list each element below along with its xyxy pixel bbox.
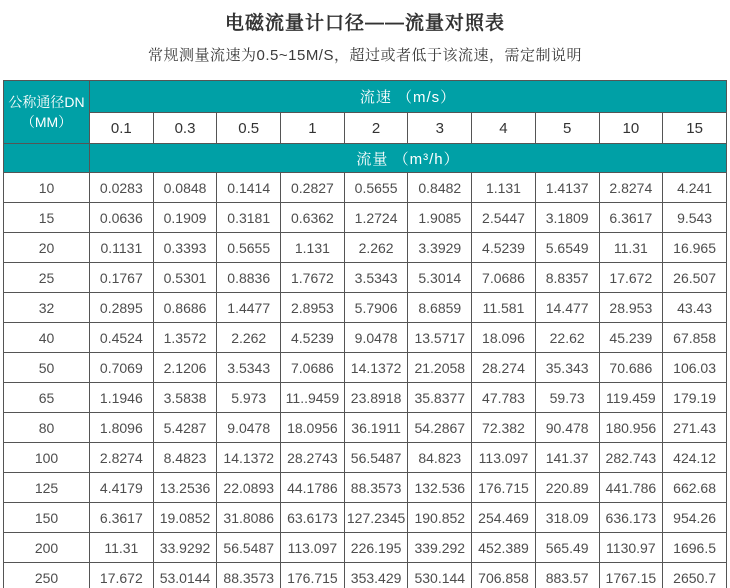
flow-value-cell: 141.37 [535, 443, 599, 473]
flow-value-cell: 0.3393 [153, 233, 217, 263]
flow-value-cell: 9.543 [663, 203, 727, 233]
table-row [4, 383, 727, 413]
velocity-header-cell: 0.3 [153, 113, 217, 144]
dn-cell: 150 [4, 503, 90, 533]
flow-value-cell: 565.49 [535, 533, 599, 563]
flow-value-cell: 4.4179 [90, 473, 154, 503]
dn-cell: 125 [4, 473, 90, 503]
flow-value-cell: 72.382 [472, 413, 536, 443]
flow-value-cell: 21.2058 [408, 353, 472, 383]
flow-value-cell: 0.4524 [90, 323, 154, 353]
flow-value-cell: 17.672 [599, 263, 663, 293]
table-row [4, 563, 727, 588]
flow-value-cell: 179.19 [663, 383, 727, 413]
flow-value-cell: 1.8096 [90, 413, 154, 443]
flow-value-cell: 254.469 [472, 503, 536, 533]
velocity-header-cell: 0.1 [90, 113, 154, 144]
flow-value-cell: 2.262 [344, 233, 408, 263]
flow-value-cell: 14.1372 [217, 443, 281, 473]
flow-value-cell: 8.8357 [535, 263, 599, 293]
flow-value-cell: 180.956 [599, 413, 663, 443]
flow-value-cell: 45.239 [599, 323, 663, 353]
flow-value-cell: 1.7672 [281, 263, 345, 293]
flow-value-cell: 9.0478 [344, 323, 408, 353]
flow-value-cell: 28.953 [599, 293, 663, 323]
flow-value-cell: 0.0283 [90, 173, 154, 203]
flow-value-cell: 318.09 [535, 503, 599, 533]
velocity-header-cell: 2 [344, 113, 408, 144]
table-row [4, 413, 727, 443]
flow-value-cell: 36.1911 [344, 413, 408, 443]
flow-value-cell: 7.0686 [281, 353, 345, 383]
table-row [4, 473, 727, 503]
flow-value-cell: 14.1372 [344, 353, 408, 383]
flow-value-cell: 90.478 [535, 413, 599, 443]
flow-value-cell: 19.0852 [153, 503, 217, 533]
flow-value-cell: 2.5447 [472, 203, 536, 233]
flow-value-cell: 1.3572 [153, 323, 217, 353]
velocity-header-cell: 5 [535, 113, 599, 144]
flow-value-cell: 43.43 [663, 293, 727, 323]
dn-cell: 200 [4, 533, 90, 563]
table-row [4, 293, 727, 323]
corner-header-line1: 公称通径DN [8, 93, 85, 110]
table-row [4, 503, 727, 533]
flow-value-cell: 1.4137 [535, 173, 599, 203]
flow-value-cell: 113.097 [472, 443, 536, 473]
flow-value-cell: 26.507 [663, 263, 727, 293]
flow-value-cell: 1.1946 [90, 383, 154, 413]
table-row [4, 173, 727, 203]
dn-cell: 50 [4, 353, 90, 383]
flow-value-cell: 11.581 [472, 293, 536, 323]
speed-group-header: 流速 （m/s） [90, 81, 727, 113]
flow-value-cell: 220.89 [535, 473, 599, 503]
flow-value-cell: 339.292 [408, 533, 472, 563]
flow-value-cell: 22.0893 [217, 473, 281, 503]
flow-value-cell: 119.459 [599, 383, 663, 413]
flow-value-cell: 452.389 [472, 533, 536, 563]
flow-label-row [4, 144, 727, 173]
flow-value-cell: 11.31 [599, 233, 663, 263]
velocity-values-row [4, 113, 727, 144]
flow-value-cell: 11..9459 [281, 383, 345, 413]
flow-value-cell: 28.274 [472, 353, 536, 383]
flow-value-cell: 883.57 [535, 563, 599, 588]
flow-value-cell: 0.1414 [217, 173, 281, 203]
flow-value-cell: 2.8274 [599, 173, 663, 203]
flow-value-cell: 5.6549 [535, 233, 599, 263]
flow-value-cell: 6.3617 [90, 503, 154, 533]
flow-value-cell: 0.2827 [281, 173, 345, 203]
flow-value-cell: 1767.15 [599, 563, 663, 588]
table-row [4, 323, 727, 353]
flow-value-cell: 0.5655 [344, 173, 408, 203]
flow-value-cell: 84.823 [408, 443, 472, 473]
flow-value-cell: 4.241 [663, 173, 727, 203]
flow-value-cell: 35.8377 [408, 383, 472, 413]
flow-value-cell: 106.03 [663, 353, 727, 383]
flow-value-cell: 176.715 [281, 563, 345, 588]
corner-header-dn [4, 81, 90, 144]
dn-cell: 80 [4, 413, 90, 443]
flow-value-cell: 7.0686 [472, 263, 536, 293]
dn-cell: 20 [4, 233, 90, 263]
flow-value-cell: 2.262 [217, 323, 281, 353]
flow-value-cell: 190.852 [408, 503, 472, 533]
flow-value-cell: 2.1206 [153, 353, 217, 383]
flow-value-cell: 282.743 [599, 443, 663, 473]
flow-value-cell: 0.0636 [90, 203, 154, 233]
table-row [4, 263, 727, 293]
page-title: 电磁流量计口径——流量对照表 [224, 13, 505, 34]
flow-value-cell: 3.5343 [217, 353, 281, 383]
flow-value-cell: 14.477 [535, 293, 599, 323]
flow-value-cell: 44.1786 [281, 473, 345, 503]
flow-value-cell: 4.5239 [472, 233, 536, 263]
dn-cell: 15 [4, 203, 90, 233]
flow-value-cell: 2.8274 [90, 443, 154, 473]
table-row [4, 203, 727, 233]
flow-value-cell: 13.2536 [153, 473, 217, 503]
flow-value-cell: 9.0478 [217, 413, 281, 443]
flow-value-cell: 2.8953 [281, 293, 345, 323]
flow-value-cell: 636.173 [599, 503, 663, 533]
flow-value-cell: 662.68 [663, 473, 727, 503]
flow-value-cell: 35.343 [535, 353, 599, 383]
flow-value-cell: 0.5301 [153, 263, 217, 293]
flow-value-cell: 54.2867 [408, 413, 472, 443]
page-subtitle: 常规测量流速为0.5~15M/S，超过或者低于该流速，需定制说明 [148, 47, 582, 64]
velocity-header-cell: 10 [599, 113, 663, 144]
flow-value-cell: 31.8086 [217, 503, 281, 533]
table-row [4, 233, 727, 263]
flow-value-cell: 53.0144 [153, 563, 217, 588]
flow-value-cell: 1.131 [281, 233, 345, 263]
velocity-header-cell: 0.5 [217, 113, 281, 144]
flow-value-cell: 706.858 [472, 563, 536, 588]
dn-cell: 40 [4, 323, 90, 353]
dn-cell: 25 [4, 263, 90, 293]
flow-value-cell: 127.2345 [344, 503, 408, 533]
flow-group-header: 流量 （m³/h） [90, 144, 727, 173]
velocity-header-cell: 4 [472, 113, 536, 144]
flow-value-cell: 226.195 [344, 533, 408, 563]
flow-value-cell: 0.8482 [408, 173, 472, 203]
dn-cell: 10 [4, 173, 90, 203]
flow-value-cell: 56.5487 [344, 443, 408, 473]
flow-comparison-table [3, 80, 727, 588]
flow-value-cell: 530.144 [408, 563, 472, 588]
header-row-speed [4, 81, 727, 113]
flow-value-cell: 113.097 [281, 533, 345, 563]
flow-value-cell: 88.3573 [344, 473, 408, 503]
flow-value-cell: 18.096 [472, 323, 536, 353]
flow-value-cell: 3.3929 [408, 233, 472, 263]
flow-value-cell: 5.3014 [408, 263, 472, 293]
flow-value-cell: 5.7906 [344, 293, 408, 323]
flow-value-cell: 13.5717 [408, 323, 472, 353]
flow-value-cell: 0.1767 [90, 263, 154, 293]
flow-value-cell: 2650.7 [663, 563, 727, 588]
flow-value-cell: 8.6859 [408, 293, 472, 323]
flow-value-cell: 441.786 [599, 473, 663, 503]
flow-value-cell: 4.5239 [281, 323, 345, 353]
flow-value-cell: 70.686 [599, 353, 663, 383]
flow-value-cell: 3.1809 [535, 203, 599, 233]
table-row [4, 533, 727, 563]
corner-header-line2: （MM） [20, 114, 73, 130]
flow-value-cell: 424.12 [663, 443, 727, 473]
flow-value-cell: 353.429 [344, 563, 408, 588]
table-row [4, 353, 727, 383]
flow-value-cell: 3.5343 [344, 263, 408, 293]
flow-value-cell: 0.5655 [217, 233, 281, 263]
velocity-header-cell: 1 [281, 113, 345, 144]
flow-value-cell: 1.4477 [217, 293, 281, 323]
flow-value-cell: 0.0848 [153, 173, 217, 203]
flow-value-cell: 1.131 [472, 173, 536, 203]
flow-value-cell: 8.4823 [153, 443, 217, 473]
flow-value-cell: 0.7069 [90, 353, 154, 383]
table-row [4, 443, 727, 473]
flow-value-cell: 0.1131 [90, 233, 154, 263]
flow-value-cell: 16.965 [663, 233, 727, 263]
flow-value-cell: 3.5838 [153, 383, 217, 413]
flow-value-cell: 0.6362 [281, 203, 345, 233]
flow-value-cell: 176.715 [472, 473, 536, 503]
flow-value-cell: 18.0956 [281, 413, 345, 443]
dn-cell: 250 [4, 563, 90, 588]
flow-value-cell: 5.973 [217, 383, 281, 413]
dn-cell: 100 [4, 443, 90, 473]
flow-value-cell: 5.4287 [153, 413, 217, 443]
corner-spacer-cell [4, 144, 90, 173]
flow-value-cell: 6.3617 [599, 203, 663, 233]
flow-value-cell: 954.26 [663, 503, 727, 533]
flow-value-cell: 1.9085 [408, 203, 472, 233]
flow-value-cell: 88.3573 [217, 563, 281, 588]
flow-value-cell: 63.6173 [281, 503, 345, 533]
flow-value-cell: 56.5487 [217, 533, 281, 563]
flow-value-cell: 0.3181 [217, 203, 281, 233]
flow-value-cell: 1.2724 [344, 203, 408, 233]
flow-value-cell: 132.536 [408, 473, 472, 503]
flow-value-cell: 0.1909 [153, 203, 217, 233]
flow-value-cell: 33.9292 [153, 533, 217, 563]
table-body [4, 173, 727, 588]
flow-value-cell: 11.31 [90, 533, 154, 563]
flow-value-cell: 0.2895 [90, 293, 154, 323]
flow-value-cell: 1130.97 [599, 533, 663, 563]
velocity-header-cell: 3 [408, 113, 472, 144]
flow-value-cell: 67.858 [663, 323, 727, 353]
dn-cell: 65 [4, 383, 90, 413]
flow-value-cell: 28.2743 [281, 443, 345, 473]
flow-value-cell: 271.43 [663, 413, 727, 443]
flow-value-cell: 0.8686 [153, 293, 217, 323]
flow-value-cell: 0.8836 [217, 263, 281, 293]
flow-value-cell: 47.783 [472, 383, 536, 413]
flow-value-cell: 1696.5 [663, 533, 727, 563]
flow-value-cell: 59.73 [535, 383, 599, 413]
dn-cell: 32 [4, 293, 90, 323]
flow-value-cell: 17.672 [90, 563, 154, 588]
velocity-header-cell: 15 [663, 113, 727, 144]
flow-value-cell: 22.62 [535, 323, 599, 353]
flow-value-cell: 23.8918 [344, 383, 408, 413]
